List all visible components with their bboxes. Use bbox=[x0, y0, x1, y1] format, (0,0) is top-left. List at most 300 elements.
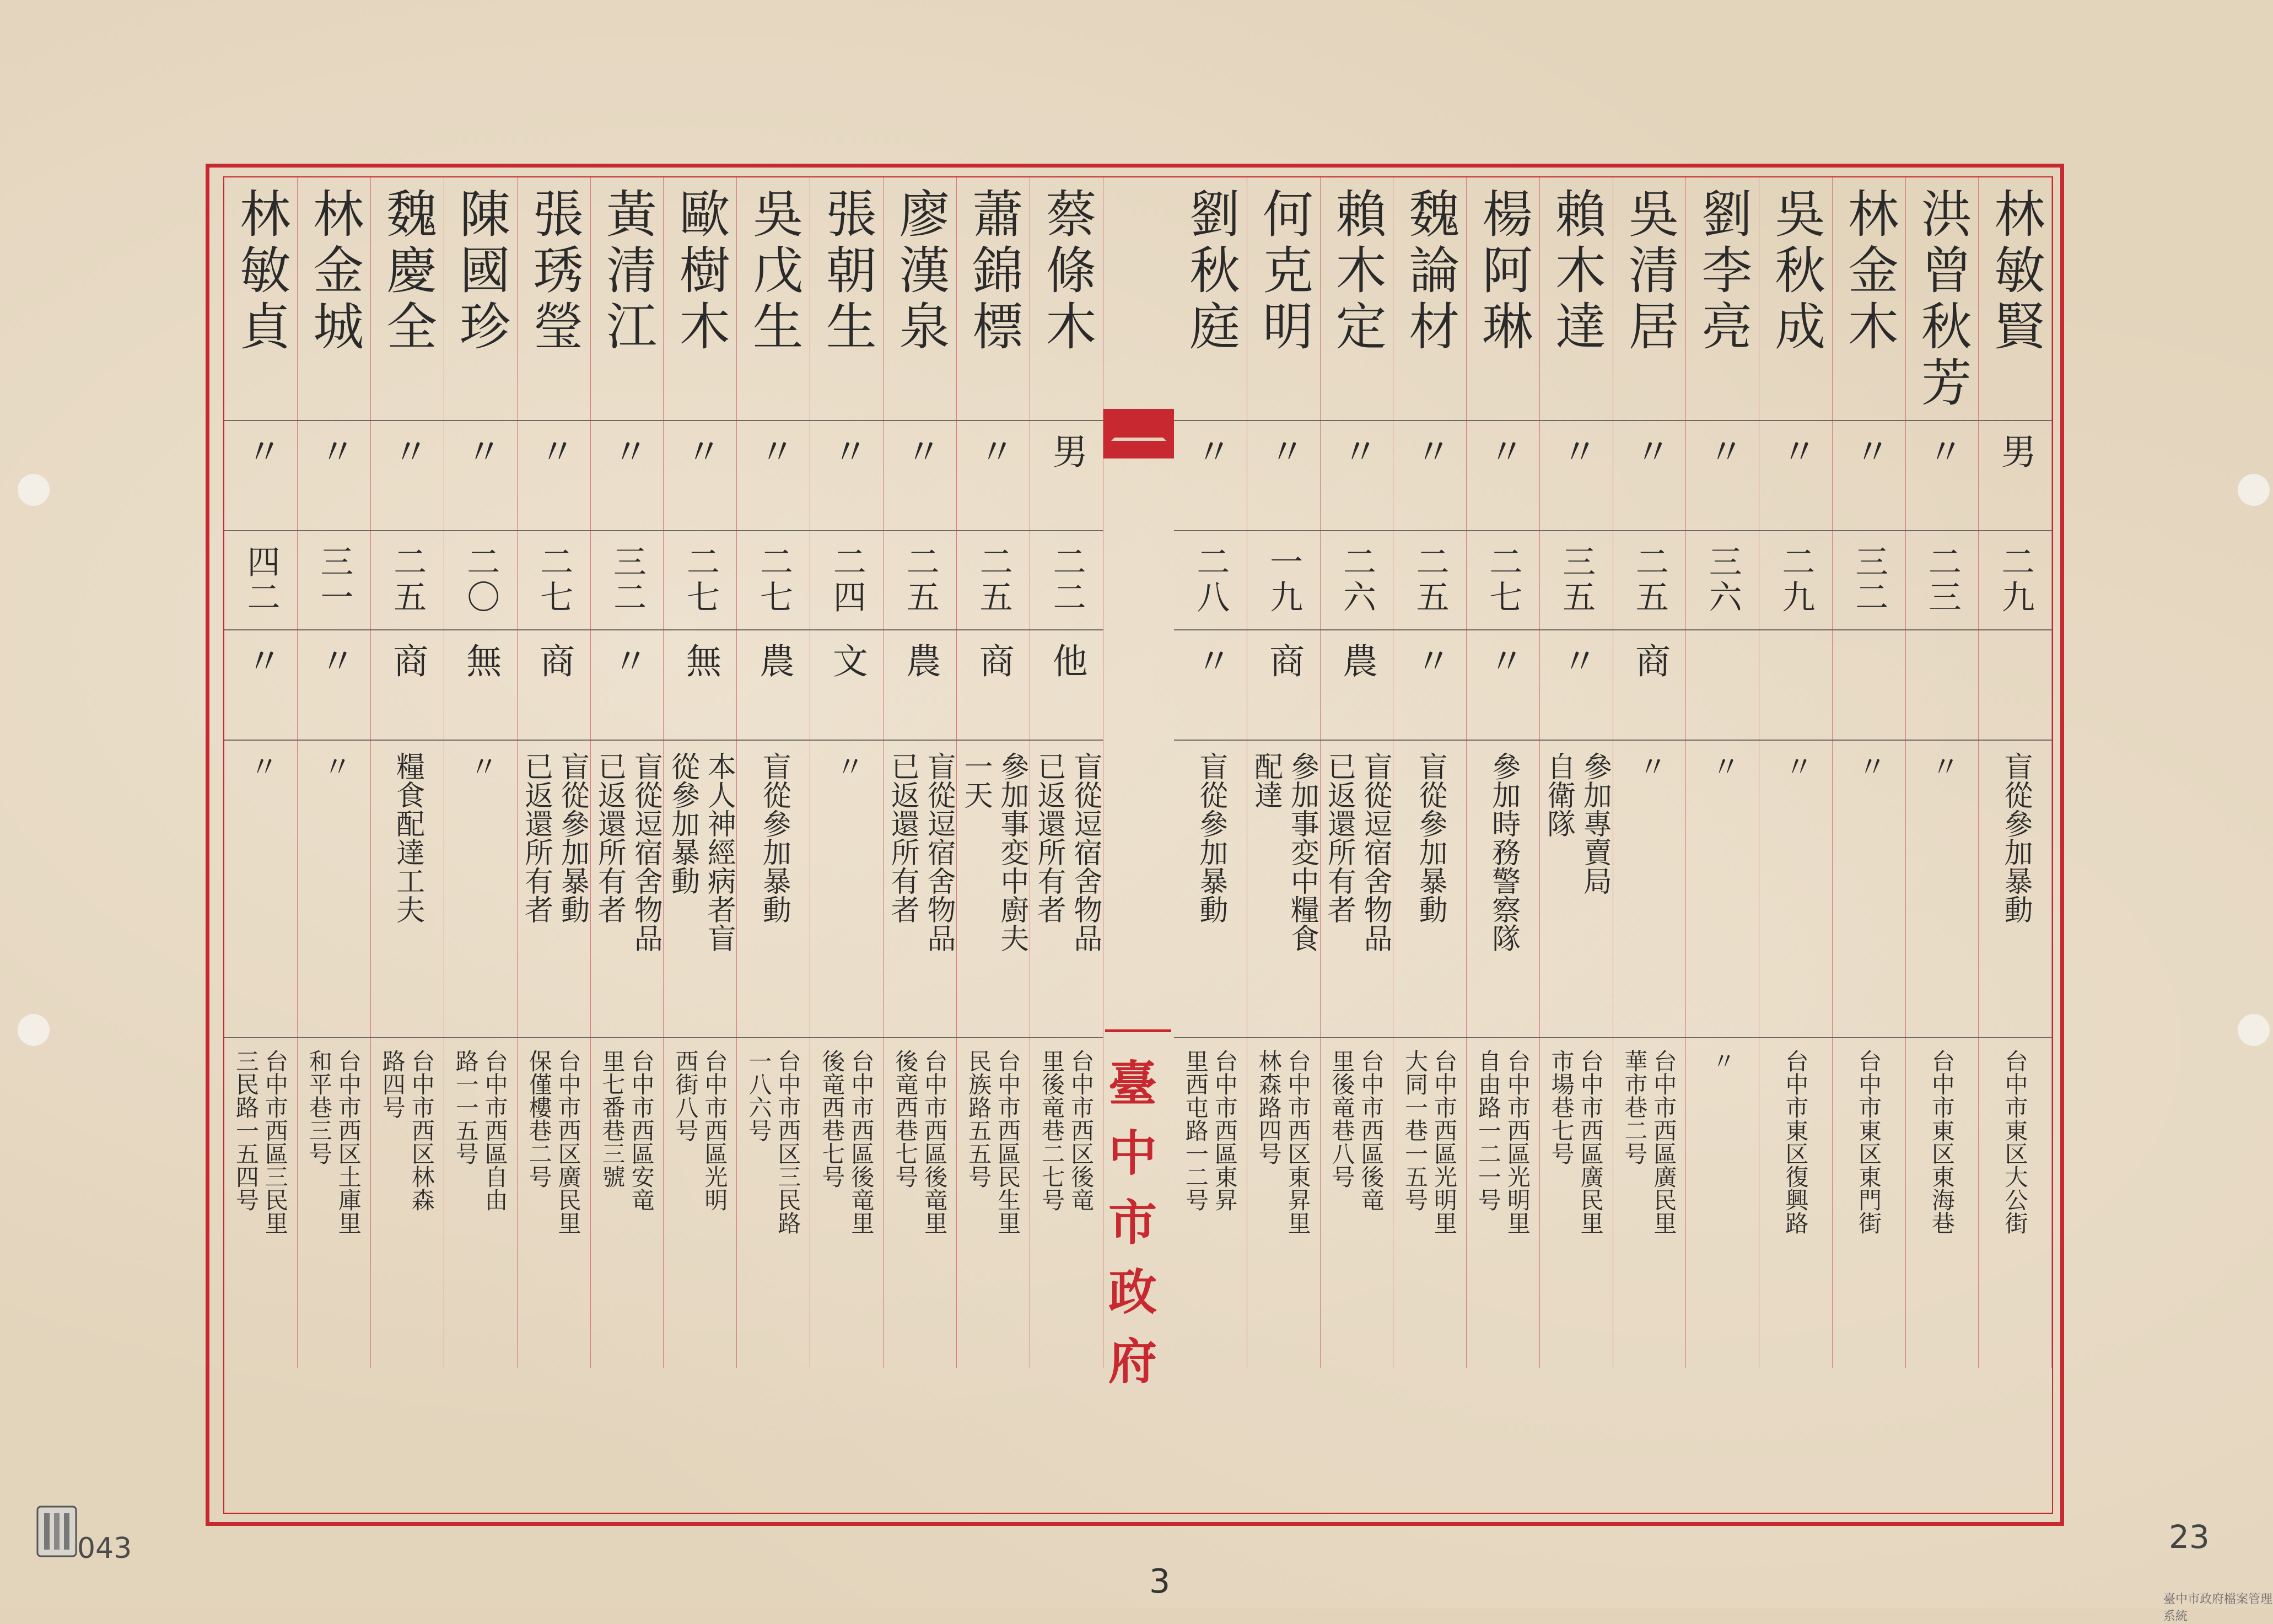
sex-text: 〃 bbox=[1409, 433, 1451, 468]
cell-name bbox=[1467, 177, 1539, 420]
cell-address bbox=[737, 1037, 810, 1324]
cell-occupation bbox=[371, 629, 444, 740]
cell-age bbox=[1906, 530, 1979, 629]
name-text: 劉秋庭 bbox=[1181, 187, 1241, 356]
address-line: 華市巷二号 bbox=[1621, 1049, 1649, 1165]
cell-name bbox=[1174, 177, 1247, 420]
occupation-text: 商 bbox=[534, 643, 575, 678]
address-line: 里後竜巷二七号 bbox=[1038, 1049, 1066, 1211]
note-line: 盲從逗宿舍物品 bbox=[922, 752, 955, 952]
age-text: 二五 bbox=[388, 544, 427, 615]
age-text: 三一 bbox=[315, 544, 354, 615]
band-divider bbox=[224, 420, 1103, 421]
cell-occupation bbox=[884, 629, 956, 740]
address-line: 大同一巷一五号 bbox=[1402, 1049, 1429, 1211]
address-line: 後竜西巷七号 bbox=[818, 1049, 846, 1188]
cell-address bbox=[1467, 1037, 1539, 1324]
address-line: 台中市東区東門街 bbox=[1855, 1049, 1883, 1234]
cell-name bbox=[1030, 177, 1103, 420]
address-line: 西街八号 bbox=[672, 1049, 699, 1142]
sex-text: 〃 bbox=[1629, 433, 1670, 468]
register-row bbox=[1686, 177, 1759, 1368]
cell-note bbox=[1174, 740, 1247, 1037]
cell-age bbox=[737, 530, 810, 629]
name-text: 魏論材 bbox=[1401, 187, 1460, 356]
name-text: 林敏賢 bbox=[1986, 187, 2045, 356]
cell-address bbox=[957, 1037, 1030, 1324]
name-text: 魏慶全 bbox=[378, 187, 438, 356]
cell-occupation bbox=[957, 629, 1030, 740]
occupation-text: 〃 bbox=[1190, 643, 1231, 678]
name-text: 蔡條木 bbox=[1037, 187, 1097, 356]
note-line: 已返還所有者 bbox=[1322, 752, 1356, 924]
note-line: 參加事変中廚夫 bbox=[995, 752, 1028, 952]
cell-name bbox=[1686, 177, 1759, 420]
cell-note bbox=[591, 740, 664, 1037]
center-title-rule bbox=[1105, 1029, 1171, 1032]
cell-occupation bbox=[1979, 629, 2051, 740]
occupation-text: 〃 bbox=[1483, 643, 1524, 678]
age-text: 二〇 bbox=[461, 544, 500, 615]
age-text: 三六 bbox=[1703, 544, 1742, 615]
register-row bbox=[810, 177, 884, 1368]
name-text: 吳戊生 bbox=[744, 187, 804, 356]
address-line: 台中市西区廣民里 bbox=[554, 1049, 582, 1234]
cell-note bbox=[957, 740, 1030, 1037]
sex-text: 〃 bbox=[1775, 433, 1817, 468]
register-row bbox=[1906, 177, 1979, 1368]
cell-occupation bbox=[1613, 629, 1686, 740]
note-line: 〃 bbox=[831, 752, 864, 780]
center-fold-mark bbox=[1103, 409, 1174, 458]
cell-name bbox=[884, 177, 956, 420]
address-line: 路四号 bbox=[379, 1049, 406, 1119]
cell-note bbox=[518, 740, 590, 1037]
address-line: 台中市西区後竜 bbox=[1068, 1049, 1095, 1211]
cell-note bbox=[444, 740, 517, 1037]
band-divider bbox=[1174, 740, 2052, 741]
cell-age bbox=[1759, 530, 1832, 629]
name-text: 蕭錦標 bbox=[964, 187, 1024, 356]
name-text: 林金城 bbox=[305, 187, 364, 356]
cell-note bbox=[884, 740, 956, 1037]
address-line: 里後竜巷八号 bbox=[1328, 1049, 1356, 1188]
cell-sex bbox=[957, 420, 1030, 530]
cell-note bbox=[737, 740, 810, 1037]
note-line: 已返還所有者 bbox=[1032, 752, 1066, 924]
cell-sex bbox=[1247, 420, 1320, 530]
note-line: 〃 bbox=[1852, 752, 1886, 780]
cell-name bbox=[444, 177, 517, 420]
cell-sex bbox=[1833, 420, 1905, 530]
name-text: 洪曾秋芳 bbox=[1913, 187, 1972, 412]
name-text: 張琇瑩 bbox=[524, 187, 584, 356]
register-row bbox=[1393, 177, 1467, 1368]
cell-age bbox=[224, 530, 297, 629]
cell-sex bbox=[224, 420, 297, 530]
name-text: 廖漢泉 bbox=[891, 187, 950, 356]
register-row bbox=[224, 177, 298, 1368]
cell-name bbox=[298, 177, 370, 420]
cell-age bbox=[884, 530, 956, 629]
cell-name bbox=[957, 177, 1030, 420]
cell-name bbox=[1540, 177, 1613, 420]
cell-sex bbox=[1321, 420, 1393, 530]
address-line: 台中市西區民生里 bbox=[994, 1049, 1022, 1234]
note-line: 〃 bbox=[1633, 752, 1667, 780]
register-row bbox=[1467, 177, 1540, 1368]
footer-credit: 臺中市政府檔案管理系統 bbox=[2163, 1593, 2273, 1623]
cell-name bbox=[737, 177, 810, 420]
age-text: 二七 bbox=[754, 544, 793, 615]
cell-note bbox=[1833, 740, 1905, 1037]
cell-address bbox=[1247, 1037, 1320, 1324]
name-text: 吳秋成 bbox=[1766, 187, 1826, 356]
address-line: 和平巷三号 bbox=[305, 1049, 333, 1165]
cell-sex bbox=[1174, 420, 1247, 530]
name-text: 黃清江 bbox=[597, 187, 657, 356]
occupation-text: 〃 bbox=[314, 643, 355, 678]
cell-address bbox=[444, 1037, 517, 1324]
cell-address bbox=[518, 1037, 590, 1324]
cell-note bbox=[664, 740, 737, 1037]
cell-sex bbox=[737, 420, 810, 530]
register-row bbox=[298, 177, 371, 1368]
name-text: 林金木 bbox=[1839, 187, 1899, 356]
note-line: 參加專賣局 bbox=[1578, 752, 1612, 895]
cell-name bbox=[1321, 177, 1393, 420]
note-line: 已返還所有者 bbox=[886, 752, 919, 924]
occupation-text: 商 bbox=[1629, 643, 1670, 678]
sex-text: 〃 bbox=[607, 433, 648, 468]
register-row bbox=[1979, 177, 2052, 1368]
cell-age bbox=[371, 530, 444, 629]
register-row bbox=[1174, 177, 1247, 1368]
occupation-text: 他 bbox=[1046, 643, 1087, 678]
address-line: 台中市西區光明 bbox=[701, 1049, 729, 1211]
name-text: 陳國珍 bbox=[451, 187, 510, 356]
sex-text: 〃 bbox=[387, 433, 428, 468]
note-line: 參加事変中糧食 bbox=[1285, 752, 1319, 952]
address-line: 里七番巷三號 bbox=[599, 1049, 626, 1188]
cell-name bbox=[664, 177, 737, 420]
sex-text: 〃 bbox=[1190, 433, 1231, 468]
occupation-text: 〃 bbox=[240, 643, 282, 678]
cell-sex bbox=[591, 420, 664, 530]
note-line: 從參加暴動 bbox=[666, 752, 699, 895]
cell-address bbox=[884, 1037, 956, 1324]
age-text: 二七 bbox=[535, 544, 574, 615]
cell-age bbox=[1467, 530, 1539, 629]
note-line: 盲從參加暴動 bbox=[1414, 752, 1447, 924]
register-row bbox=[1833, 177, 1906, 1368]
cell-occupation bbox=[1759, 629, 1832, 740]
page-number-right: 23 bbox=[2169, 1518, 2210, 1556]
band-divider bbox=[1174, 1037, 2052, 1038]
cell-name bbox=[591, 177, 664, 420]
cell-name bbox=[1906, 177, 1979, 420]
punch-hole-bottom bbox=[18, 1014, 50, 1046]
note-line: 盲從逗宿舍物品 bbox=[629, 752, 662, 952]
sex-text: 〃 bbox=[753, 433, 794, 468]
cell-sex bbox=[371, 420, 444, 530]
note-line: 配達 bbox=[1249, 752, 1283, 809]
cell-note bbox=[1321, 740, 1393, 1037]
register-row bbox=[371, 177, 444, 1368]
band-divider bbox=[224, 740, 1103, 741]
sex-text: 〃 bbox=[240, 433, 282, 468]
cell-occupation bbox=[1247, 629, 1320, 740]
address-line: 台中市西區三民里 bbox=[261, 1049, 289, 1234]
age-text: 二八 bbox=[1191, 544, 1230, 615]
name-text: 林敏貞 bbox=[231, 187, 291, 356]
punch-hole-right-top bbox=[2238, 474, 2270, 506]
cell-sex bbox=[1467, 420, 1539, 530]
address-line: 台中市西區光明里 bbox=[1504, 1049, 1531, 1234]
occupation-text: 農 bbox=[899, 643, 941, 678]
age-text: 二四 bbox=[827, 544, 866, 615]
cell-occupation bbox=[737, 629, 810, 740]
cell-note bbox=[1686, 740, 1759, 1037]
occupation-text: 商 bbox=[387, 643, 428, 678]
cell-age bbox=[591, 530, 664, 629]
cell-address bbox=[1174, 1037, 1247, 1324]
cell-note bbox=[1247, 740, 1320, 1037]
age-text: 三二 bbox=[608, 544, 647, 615]
cell-name bbox=[518, 177, 590, 420]
note-line: 盲從參加暴動 bbox=[1999, 752, 2033, 924]
cell-occupation bbox=[1393, 629, 1466, 740]
cell-occupation bbox=[1686, 629, 1759, 740]
sex-text: 男 bbox=[1046, 433, 1087, 468]
note-line: 〃 bbox=[244, 752, 278, 780]
cell-note bbox=[1613, 740, 1686, 1037]
sex-text: 〃 bbox=[973, 433, 1014, 468]
address-line: 保僅樓巷二号 bbox=[525, 1049, 553, 1188]
cell-occupation bbox=[224, 629, 297, 740]
address-line: 台中市西区林森 bbox=[408, 1049, 435, 1211]
cell-address bbox=[371, 1037, 444, 1324]
cell-age bbox=[810, 530, 883, 629]
punch-hole-top bbox=[18, 474, 50, 506]
occupation-text: 〃 bbox=[607, 643, 648, 678]
address-line: 台中市東区東海巷 bbox=[1928, 1049, 1956, 1234]
cell-address bbox=[1613, 1037, 1686, 1324]
address-line: 台中市西区土庫里 bbox=[335, 1049, 362, 1234]
address-line: 台中市西区三民路 bbox=[774, 1049, 802, 1234]
register-row bbox=[664, 177, 737, 1368]
address-line: 三民路一五四号 bbox=[232, 1049, 260, 1211]
occupation-text: 農 bbox=[753, 643, 794, 678]
band-divider bbox=[224, 629, 1103, 630]
sex-text: 〃 bbox=[680, 433, 721, 468]
cell-address bbox=[1906, 1037, 1979, 1324]
sex-text: 〃 bbox=[1336, 433, 1377, 468]
sex-text: 〃 bbox=[1702, 433, 1743, 468]
cell-name bbox=[1833, 177, 1905, 420]
register-row bbox=[737, 177, 810, 1368]
cell-note bbox=[1759, 740, 1832, 1037]
cell-age bbox=[1686, 530, 1759, 629]
cell-occupation bbox=[444, 629, 517, 740]
address-line: 台中市西区東昇里 bbox=[1284, 1049, 1312, 1234]
note-line: 一天 bbox=[959, 752, 993, 809]
cell-occupation bbox=[1833, 629, 1905, 740]
cell-note bbox=[1979, 740, 2051, 1037]
cell-sex bbox=[664, 420, 737, 530]
register-row bbox=[518, 177, 591, 1368]
occupation-text: 商 bbox=[973, 643, 1014, 678]
age-text: 二三 bbox=[1922, 544, 1962, 615]
cell-age bbox=[664, 530, 737, 629]
cell-note bbox=[371, 740, 444, 1037]
cell-name bbox=[1393, 177, 1466, 420]
cell-occupation bbox=[591, 629, 664, 740]
register-row bbox=[1247, 177, 1321, 1368]
name-text: 賴木達 bbox=[1547, 187, 1606, 356]
sex-text: 〃 bbox=[1483, 433, 1524, 468]
band-divider bbox=[1174, 530, 2052, 531]
address-line: 台中市西區東昇 bbox=[1211, 1049, 1238, 1211]
address-line: 台中市東区復興路 bbox=[1782, 1049, 1809, 1234]
cell-age bbox=[1540, 530, 1613, 629]
address-line: 台中市西區後竜里 bbox=[921, 1049, 949, 1234]
note-line: 〃 bbox=[317, 752, 351, 780]
address-line: 後竜西巷七号 bbox=[892, 1049, 919, 1188]
band-divider bbox=[224, 530, 1103, 531]
address-line: 台中市西區廣民里 bbox=[1577, 1049, 1604, 1234]
address-line: 民族路五五号 bbox=[965, 1049, 993, 1188]
occupation-text: 〃 bbox=[1556, 643, 1597, 678]
age-text: 三二 bbox=[1850, 544, 1889, 615]
cell-sex bbox=[1979, 420, 2051, 530]
note-line: 〃 bbox=[464, 752, 498, 780]
cell-occupation bbox=[664, 629, 737, 740]
cell-occupation bbox=[518, 629, 590, 740]
address-line: 台中市西區安竜 bbox=[628, 1049, 655, 1211]
occupation-text: 無 bbox=[680, 643, 721, 678]
left-register-panel bbox=[224, 177, 1103, 1368]
cell-occupation bbox=[298, 629, 370, 740]
register-row bbox=[957, 177, 1030, 1368]
name-text: 楊阿琳 bbox=[1474, 187, 1533, 356]
cell-note bbox=[1906, 740, 1979, 1037]
sex-text: 〃 bbox=[460, 433, 502, 468]
age-text: 二六 bbox=[1337, 544, 1376, 615]
cell-address bbox=[1540, 1037, 1613, 1324]
cell-sex bbox=[1759, 420, 1832, 530]
age-text: 二七 bbox=[681, 544, 720, 615]
note-line: 自衛隊 bbox=[1542, 752, 1575, 838]
address-line: 台中市西區自由 bbox=[481, 1049, 509, 1211]
cell-sex bbox=[1030, 420, 1103, 530]
sex-text: 〃 bbox=[826, 433, 868, 468]
cell-sex bbox=[1540, 420, 1613, 530]
register-row bbox=[1540, 177, 1613, 1368]
address-line: 台中市西區廣民里 bbox=[1650, 1049, 1678, 1234]
cell-sex bbox=[884, 420, 956, 530]
cell-note bbox=[1393, 740, 1466, 1037]
name-text: 賴木定 bbox=[1327, 187, 1387, 356]
age-text: 二五 bbox=[974, 544, 1013, 615]
address-line: 市場巷七号 bbox=[1548, 1049, 1575, 1165]
cell-name bbox=[1247, 177, 1320, 420]
register-row bbox=[884, 177, 957, 1368]
address-line: 台中市西區光明里 bbox=[1431, 1049, 1458, 1234]
cell-age bbox=[1174, 530, 1247, 629]
cell-sex bbox=[1613, 420, 1686, 530]
address-line: 林森路四号 bbox=[1255, 1049, 1283, 1165]
cell-age bbox=[1321, 530, 1393, 629]
register-row bbox=[1030, 177, 1103, 1368]
note-line: 盲從逗宿舍物品 bbox=[1359, 752, 1392, 952]
cell-name bbox=[810, 177, 883, 420]
cell-address bbox=[1030, 1037, 1103, 1324]
address-line: 台中市西區後竜里 bbox=[848, 1049, 875, 1234]
cell-name bbox=[1613, 177, 1686, 420]
cell-occupation bbox=[1321, 629, 1393, 740]
cell-occupation bbox=[1174, 629, 1247, 740]
cell-age bbox=[957, 530, 1030, 629]
name-text: 劉李亮 bbox=[1693, 187, 1753, 356]
note-line: 盲從參加暴動 bbox=[556, 752, 589, 924]
age-text: 二九 bbox=[1776, 544, 1816, 615]
age-text: 二五 bbox=[1410, 544, 1450, 615]
cell-age bbox=[1393, 530, 1466, 629]
band-divider bbox=[1174, 629, 2052, 630]
age-text: 二七 bbox=[1484, 544, 1523, 615]
note-line: 已返還所有者 bbox=[593, 752, 626, 924]
cell-name bbox=[1979, 177, 2051, 420]
cell-age bbox=[1979, 530, 2051, 629]
cell-address bbox=[810, 1037, 883, 1324]
cell-note bbox=[810, 740, 883, 1037]
note-line: 盲從參加暴動 bbox=[1194, 752, 1227, 924]
cell-address bbox=[591, 1037, 664, 1324]
note-line: 盲從參加暴動 bbox=[757, 752, 791, 924]
name-text: 何克明 bbox=[1254, 187, 1313, 356]
register-row bbox=[591, 177, 664, 1368]
note-line: 本人神經病者盲 bbox=[702, 752, 736, 952]
age-text: 三五 bbox=[1557, 544, 1596, 615]
archive-number: 043 bbox=[77, 1532, 132, 1565]
sex-text: 〃 bbox=[1921, 433, 1963, 468]
cell-sex bbox=[298, 420, 370, 530]
occupation-text: 商 bbox=[1263, 643, 1305, 678]
cell-age bbox=[1613, 530, 1686, 629]
age-text: 二五 bbox=[901, 544, 940, 615]
note-line: 盲從逗宿舍物品 bbox=[1068, 752, 1102, 952]
cell-note bbox=[1467, 740, 1539, 1037]
cell-name bbox=[224, 177, 297, 420]
cell-address bbox=[1759, 1037, 1832, 1324]
cell-address bbox=[1686, 1037, 1759, 1324]
age-text: 一九 bbox=[1264, 544, 1304, 615]
sex-text: 〃 bbox=[534, 433, 575, 468]
cell-occupation bbox=[1540, 629, 1613, 740]
cell-age bbox=[1030, 530, 1103, 629]
punch-hole-right-bottom bbox=[2238, 1014, 2270, 1046]
cell-address bbox=[664, 1037, 737, 1324]
cell-address bbox=[1979, 1037, 2051, 1324]
name-text: 歐樹木 bbox=[671, 187, 730, 356]
cell-sex bbox=[1686, 420, 1759, 530]
band-divider bbox=[224, 1037, 1103, 1038]
cell-occupation bbox=[810, 629, 883, 740]
cell-address bbox=[1321, 1037, 1393, 1324]
center-title: 臺中市政府 bbox=[1101, 1058, 1158, 1405]
address-line: 台中市西區後竜 bbox=[1358, 1049, 1385, 1211]
